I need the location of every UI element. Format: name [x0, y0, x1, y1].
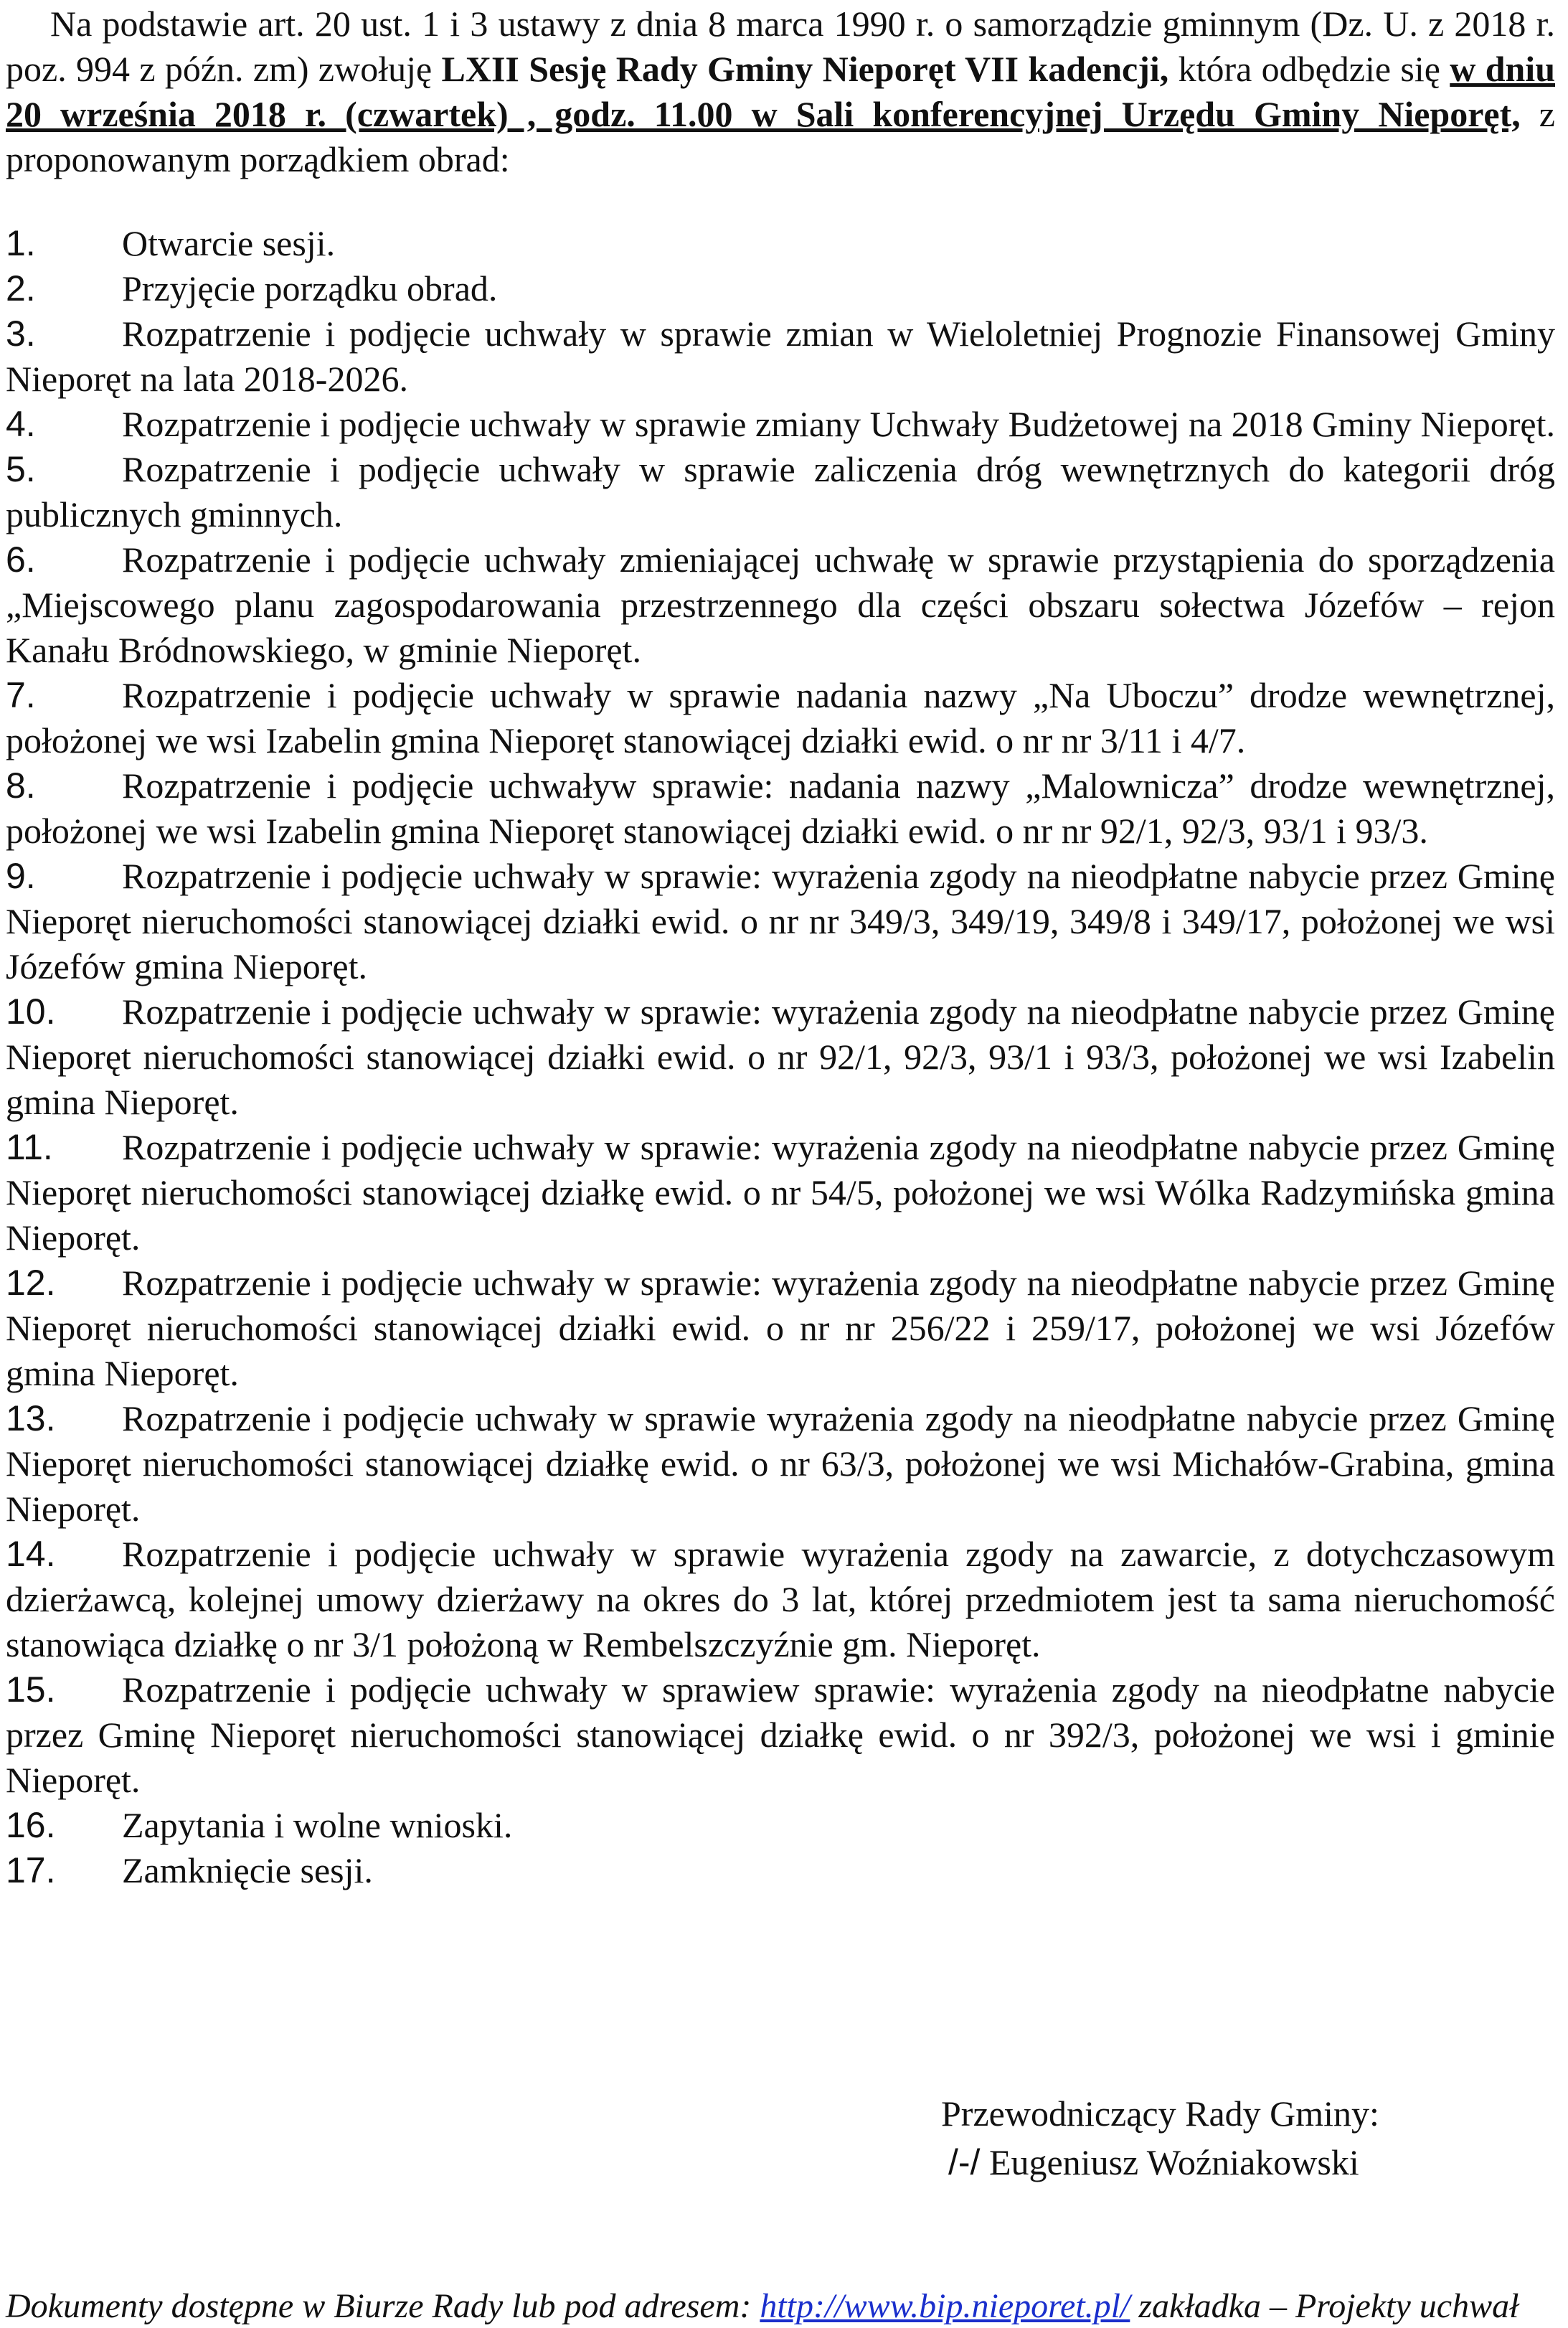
- intro-text-1: Na podstawie art. 20 ust. 1 i 3 ustawy z dnia 8 marca 1990 r. o samorządzie gminnym (Dz. U. z 2018 r. poz. 994 z późn. zm) zwołuję: [6, 4, 1555, 89]
- agenda-item-text: Rozpatrzenie i podjęcie uchwaływ sprawie: nadania nazwy „Malownicza” drodze wewnętrznej, położonej we wsi Izabelin gmina Nieporęt stanowiącej działki ewid. o nr nr 92/1, 92/3, 93/1 i 93/3.: [6, 765, 1555, 851]
- agenda-item-text: Rozpatrzenie i podjęcie uchwały w sprawie: wyrażenia zgody na nieodpłatne nabycie przez Gminę Nieporęt nieruchomości stanowiącej działki ewid. o nr 92/1, 92/3, 93/1 i 93/3, położonej we wsi Izabelin gmina Nieporęt.: [6, 991, 1555, 1122]
- footer-prefix: Dokumenty dostępne w Biurze Rady lub pod adresem:: [6, 2287, 760, 2325]
- agenda-item-number: 12.: [6, 1263, 56, 1303]
- signature-name-line: [948, 2138, 1486, 2187]
- agenda-item: [6, 402, 1555, 447]
- agenda-item-number: 17.: [6, 1850, 56, 1890]
- intro-paragraph: [6, 1, 1555, 182]
- agenda-item-number: 6.: [6, 539, 36, 580]
- agenda-item-number: 14.: [6, 1534, 56, 1574]
- agenda-item-text: Rozpatrzenie i podjęcie uchwały w sprawie zaliczenia dróg wewnętrznych do kategorii dróg publicznych gminnych.: [6, 449, 1555, 534]
- signature-name: Eugeniusz Woźniakowski: [980, 2142, 1359, 2182]
- agenda-item: [6, 266, 1555, 311]
- agenda-item-number: 11.: [6, 1127, 53, 1167]
- agenda-item-text: Rozpatrzenie i podjęcie uchwały w sprawie nadania nazwy „Na Uboczu” drodze wewnętrznej, położonej we wsi Izabelin gmina Nieporęt stanowiącej działki ewid. o nr nr 3/11 i 4/7.: [6, 675, 1555, 760]
- agenda-item: [6, 1260, 1555, 1396]
- signature-block: [941, 2089, 1486, 2187]
- agenda-item-text: Rozpatrzenie i podjęcie uchwały zmieniającej uchwałę w sprawie przystąpienia do sporządzenia „Miejscowego planu zagospodarowania przestrzennego dla części obszaru sołectwa Józefów – rejon Kanału Bródnowskiego, w gminie Nieporęt.: [6, 539, 1555, 670]
- agenda-item: [6, 1532, 1555, 1667]
- agenda-item-text: Rozpatrzenie i podjęcie uchwały w sprawie wyrażenia zgody na zawarcie, z dotychczasowym dzierżawcą, kolejnej umowy dzierżawy na okres do 3 lat, której przedmiotem jest ta sama nieruchomość stanowiąca działkę o nr 3/1 położoną w Rembelszczyźnie gm. Nieporęt.: [6, 1534, 1555, 1664]
- agenda-item: [6, 763, 1555, 854]
- agenda-item: [6, 1396, 1555, 1532]
- agenda-item-number: 5.: [6, 449, 36, 489]
- agenda-item-text: Rozpatrzenie i podjęcie uchwały w sprawie zmian w Wieloletniej Prognozie Finansowej Gminy Nieporęt na lata 2018-2026.: [6, 314, 1555, 399]
- agenda-item-text: Rozpatrzenie i podjęcie uchwały w sprawie: wyrażenia zgody na nieodpłatne nabycie przez Gminę Nieporęt nieruchomości stanowiącej działki ewid. o nr nr 349/3, 349/19, 349/8 i 349/17, położonej we wsi Józefów gmina Nieporęt.: [6, 856, 1555, 986]
- agenda-item-number: 4.: [6, 404, 36, 444]
- agenda-item: [6, 1125, 1555, 1260]
- bip-link[interactable]: http://www.bip.nieporet.pl/: [760, 2287, 1130, 2325]
- footer-note: [6, 2286, 1555, 2327]
- agenda-item: [6, 221, 1555, 266]
- signature-title: Przewodniczący Rady Gminy:: [941, 2093, 1379, 2134]
- agenda-item-text: Otwarcie sesji.: [122, 223, 336, 263]
- session-name: LXII Sesję Rady Gminy Nieporęt VII kadencji,: [441, 49, 1169, 89]
- intro-text-3: z proponowanym porządkiem obrad:: [6, 94, 1555, 179]
- agenda-item-number: 1.: [6, 223, 36, 263]
- intro-text-2: która odbędzie się: [1168, 49, 1450, 89]
- agenda-item: [6, 673, 1555, 763]
- agenda-item: [6, 854, 1555, 989]
- agenda-item-text: Rozpatrzenie i podjęcie uchwały w sprawie zmiany Uchwały Budżetowej na 2018 Gminy Nieporęt.: [122, 404, 1555, 444]
- agenda-item-number: 10.: [6, 991, 56, 1032]
- signature-mark: /-/: [948, 2142, 981, 2182]
- agenda-item: [6, 1667, 1555, 1803]
- agenda-item-text: Rozpatrzenie i podjęcie uchwały w sprawie wyrażenia zgody na nieodpłatne nabycie przez Gminę Nieporęt nieruchomości stanowiącej działkę ewid. o nr 63/3, położonej we wsi Michałów-Grabina, gmina Nieporęt.: [6, 1398, 1555, 1529]
- agenda-item-number: 9.: [6, 856, 36, 896]
- agenda-item-text: Rozpatrzenie i podjęcie uchwały w sprawie: wyrażenia zgody na nieodpłatne nabycie przez Gminę Nieporęt nieruchomości stanowiącej działkę ewid. o nr 54/5, położonej we wsi Wólka Radzymińska gmina Nieporęt.: [6, 1127, 1555, 1258]
- agenda-item: [6, 537, 1555, 673]
- footer-suffix: zakładka – Projekty uchwał: [1130, 2287, 1519, 2325]
- agenda-item-text: Zapytania i wolne wnioski.: [122, 1805, 513, 1845]
- agenda-item: [6, 447, 1555, 537]
- agenda-item: [6, 1803, 1555, 1848]
- agenda-item-number: 8.: [6, 765, 36, 806]
- agenda-item-number: 13.: [6, 1398, 56, 1438]
- agenda-item-number: 7.: [6, 675, 36, 715]
- agenda-item-text: Zamknięcie sesji.: [122, 1850, 373, 1890]
- agenda-item-text: Rozpatrzenie i podjęcie uchwały w sprawie: wyrażenia zgody na nieodpłatne nabycie przez Gminę Nieporęt nieruchomości stanowiącej działki ewid. o nr nr 256/22 i 259/17, położonej we wsi Józefów gmina Nieporęt.: [6, 1263, 1555, 1393]
- agenda-item: [6, 989, 1555, 1125]
- agenda-item-text: Przyjęcie porządku obrad.: [122, 268, 498, 308]
- agenda-item-number: 15.: [6, 1669, 56, 1710]
- agenda-item: [6, 311, 1555, 402]
- agenda-item-number: 2.: [6, 268, 36, 308]
- agenda-list: [6, 221, 1555, 1893]
- agenda-item: [6, 1848, 1555, 1893]
- agenda-item-text: Rozpatrzenie i podjęcie uchwały w sprawiew sprawie: wyrażenia zgody na nieodpłatne nabycie przez Gminę Nieporęt nieruchomości stanowiącej działkę ewid. o nr 392/3, położonej we wsi i gminie Nieporęt.: [6, 1669, 1555, 1800]
- agenda-item-number: 16.: [6, 1805, 56, 1845]
- agenda-item-number: 3.: [6, 314, 36, 354]
- session-date-place: w dniu 20 września 2018 r. (czwartek) , godz. 11.00 w Sali konferencyjnej Urzędu Gminy Nieporęt,: [6, 49, 1556, 134]
